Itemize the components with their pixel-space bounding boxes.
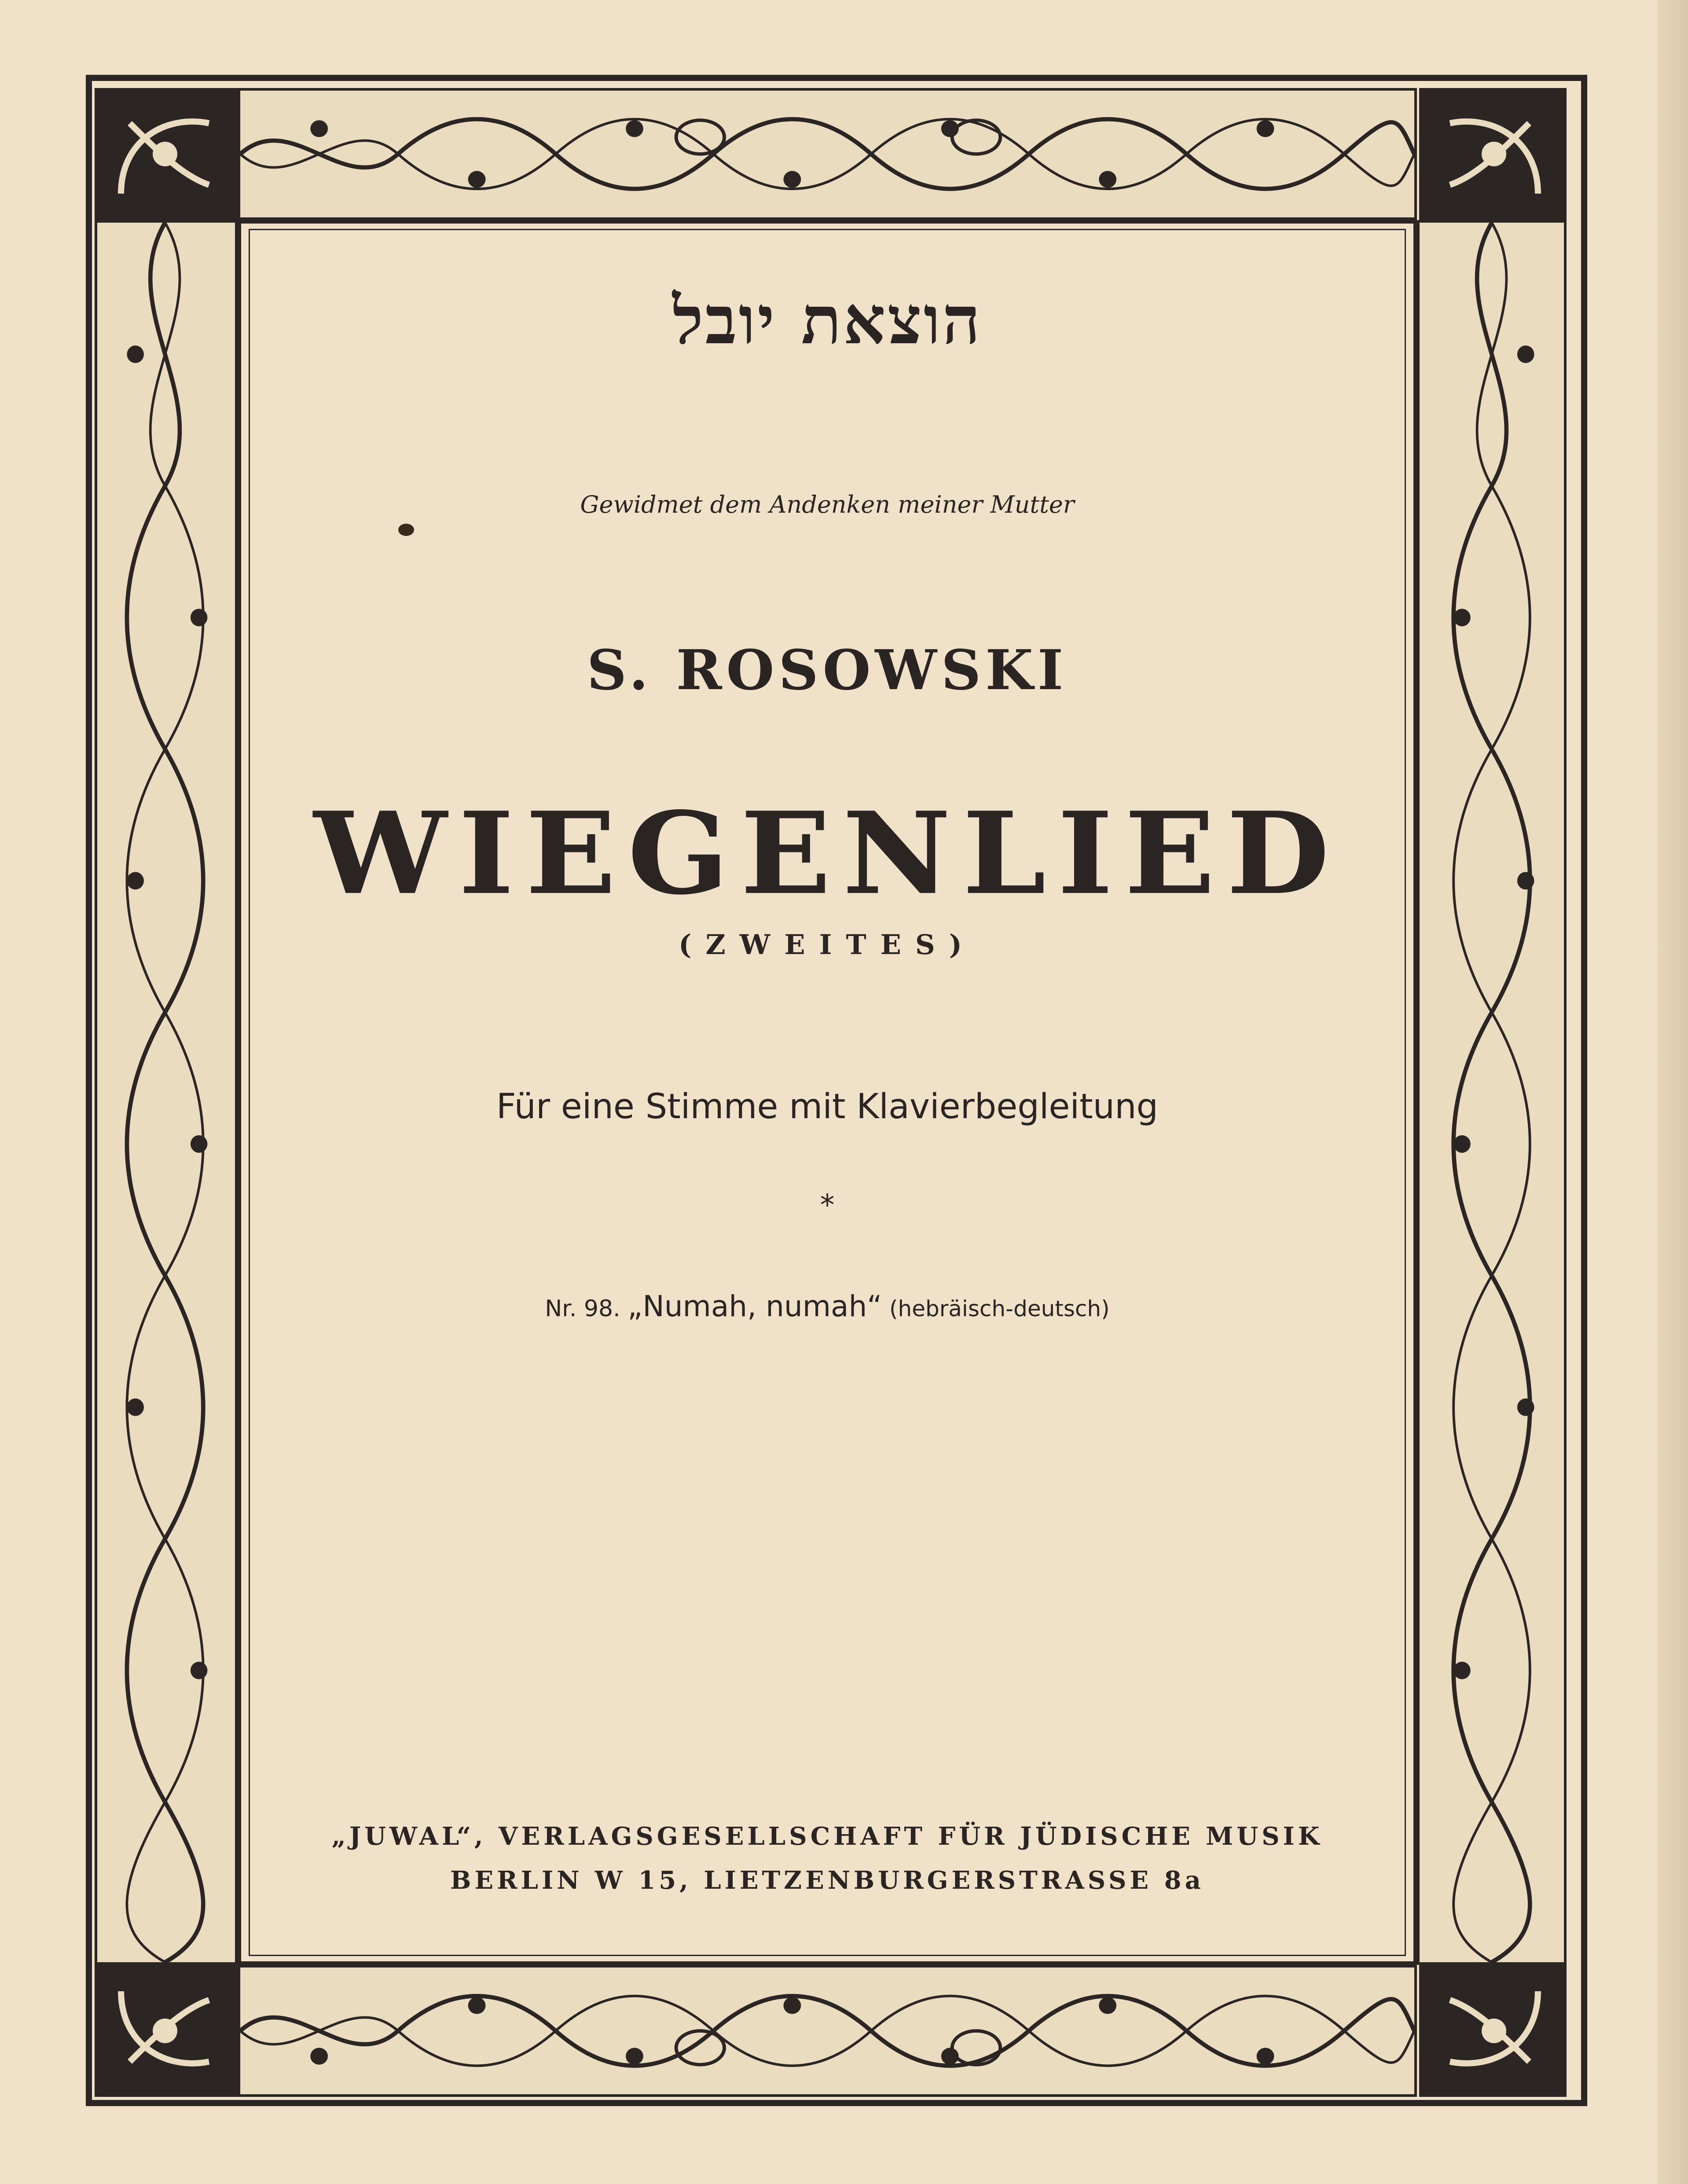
corner-ornament-bottom-right xyxy=(1419,1965,1567,2097)
corner-ornament-bottom-left xyxy=(95,1965,238,2097)
ink-spot xyxy=(398,524,414,536)
composer-name: S. ROSOWSKI xyxy=(587,638,1068,702)
floral-vine-ornament-bottom xyxy=(240,1967,1414,2094)
song-name: „Numah, numah“ xyxy=(627,1289,882,1323)
corner-ornament-top-left xyxy=(95,88,238,220)
work-subtitle: (ZWEITES) xyxy=(679,929,976,961)
left-ornament-band xyxy=(95,220,238,1965)
voicing-description: Für eine Stimme mit Klavierbegleitung xyxy=(496,1087,1159,1127)
floral-vine-ornament-right xyxy=(1420,223,1564,1962)
work-title: WIEGENLIED xyxy=(313,786,1341,920)
publisher-address: BERLIN W 15, LIETZENBURGERSTRASSE 8a xyxy=(450,1866,1204,1895)
top-ornament-band xyxy=(238,88,1417,220)
corner-ornament-top-right xyxy=(1419,88,1567,220)
floral-vine-ornament-left xyxy=(97,223,235,1962)
dedication: Gewidmet dem Andenken meiner Mutter xyxy=(580,491,1075,518)
hebrew-publisher-mark: הוצאת יובל xyxy=(672,282,982,359)
work-listing xyxy=(249,1289,1406,1323)
right-ornament-band xyxy=(1417,220,1567,1965)
publisher-name: „JUWAL“, VERLAGSGESELLSCHAFT FÜR JÜDISCHE MUSIK xyxy=(331,1822,1323,1851)
separator-asterisk: * xyxy=(820,1188,835,1222)
floral-vine-ornament-top xyxy=(240,91,1414,217)
bottom-ornament-band xyxy=(238,1965,1417,2097)
page-edge xyxy=(1657,0,1688,2184)
song-languages: (hebräisch-deutsch) xyxy=(889,1296,1110,1321)
work-number: Nr. 98. xyxy=(545,1296,620,1322)
